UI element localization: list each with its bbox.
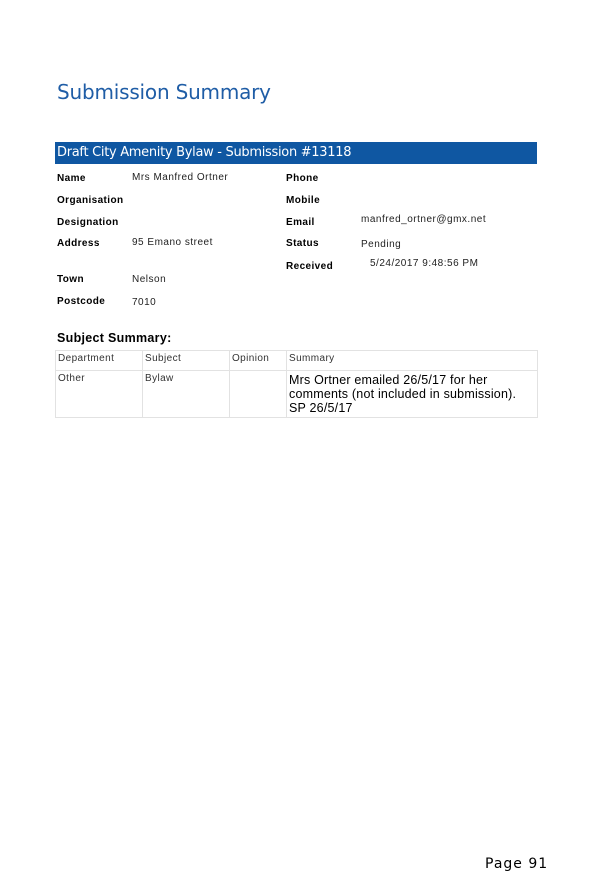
organisation-label: Organisation <box>57 195 124 206</box>
page-number: Page 91 <box>485 856 549 872</box>
email-label: Email <box>286 217 315 228</box>
name-label: Name <box>57 173 86 184</box>
subject-summary-table <box>55 350 538 418</box>
subject-cell: Bylaw <box>143 371 230 418</box>
town-label: Town <box>57 274 84 285</box>
received-value: 5/24/2017 9:48:56 PM <box>370 258 479 269</box>
summary-header: Summary <box>287 351 538 371</box>
department-header: Department <box>56 351 143 371</box>
status-label: Status <box>286 238 319 249</box>
summary-cell: Mrs Ortner emailed 26/5/17 for her comments (not included in submission). SP 26/5/17 <box>287 371 538 418</box>
town-value: Nelson <box>132 274 167 285</box>
designation-label: Designation <box>57 217 119 228</box>
address-label: Address <box>57 238 100 249</box>
mobile-label: Mobile <box>286 195 321 206</box>
status-value: Pending <box>361 239 402 250</box>
table-row <box>56 371 538 418</box>
page-title: Submission Summary <box>57 80 271 104</box>
subject-header: Subject <box>143 351 230 371</box>
postcode-label: Postcode <box>57 296 106 307</box>
opinion-header: Opinion <box>230 351 287 371</box>
phone-label: Phone <box>286 173 319 184</box>
email-value: manfred_ortner@gmx.net <box>361 214 487 225</box>
table-header-row <box>56 351 538 371</box>
address-value: 95 Emano street <box>132 237 213 248</box>
submission-banner: Draft City Amenity Bylaw - Submission #13118 <box>55 142 537 164</box>
received-label: Received <box>286 261 334 272</box>
opinion-cell <box>230 371 287 418</box>
department-cell: Other <box>56 371 143 418</box>
name-value: Mrs Manfred Ortner <box>132 172 229 183</box>
postcode-value: 7010 <box>132 297 157 308</box>
subject-summary-title: Subject Summary: <box>57 331 172 345</box>
